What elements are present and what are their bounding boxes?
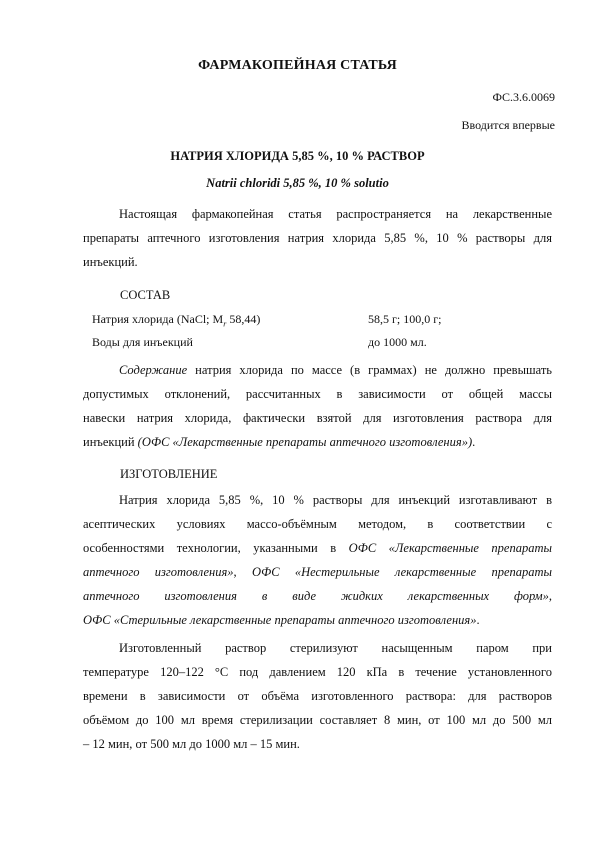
paragraph-line: Настоящая фармакопейная статья распространяется на лекарственные bbox=[119, 207, 552, 221]
paragraph-line: времени в зависимости от объёма изготовленного раствора: для растворов bbox=[83, 689, 552, 703]
ingredient-subscript: r bbox=[223, 319, 227, 329]
paragraph-line: Натрия хлорида 5,85 %, 10 % растворы для инъекций изготавливают в bbox=[119, 493, 552, 507]
manufacture-paragraph bbox=[83, 488, 552, 632]
ingredient-name: Воды для инъекций bbox=[92, 335, 193, 349]
reference-citation: аптечного изготовления в виде жидких лекарственных форм» bbox=[83, 589, 549, 603]
reference-citation: ОФС «Лекарственные препараты bbox=[348, 541, 552, 555]
paragraph-line: допустимых отклонений, рассчитанных в зависимости от общей массы bbox=[83, 387, 552, 401]
document-title: ФАРМАКОПЕЙНАЯ СТАТЬЯ bbox=[198, 58, 397, 73]
paragraph-text: , bbox=[233, 565, 252, 579]
paragraph-line bbox=[83, 584, 552, 608]
composition-amount: до 1000 мл. bbox=[368, 335, 427, 349]
paragraph-line: асептических условиях массо-объёмным методом, в соответствии с bbox=[83, 517, 552, 531]
paragraph-text: , bbox=[548, 589, 552, 603]
composition-amount: 58,5 г; 100,0 г; bbox=[368, 312, 442, 326]
reference-citation: аптечного изготовления» bbox=[83, 565, 234, 579]
reference-citation: (ОФС «Лекарственные препараты аптечного изготовления») bbox=[137, 435, 473, 449]
paragraph-line bbox=[83, 560, 552, 584]
paragraph-line bbox=[83, 536, 552, 560]
paragraph-line: объёмом до 100 мл время стерилизации составляет 8 мин, от 100 мл до 500 мл bbox=[83, 713, 552, 727]
composition-ingredient bbox=[92, 335, 193, 350]
introduction-note: Вводится впервые bbox=[461, 118, 555, 132]
sterilization-paragraph bbox=[83, 636, 552, 756]
composition-ingredient bbox=[92, 312, 260, 328]
paragraph-line: инъекций. bbox=[83, 255, 138, 269]
paragraph-text: натрия хлорида по массе (в граммах) не должно превышать bbox=[187, 363, 552, 377]
latin-name-heading: Natrii chloridi 5,85 %, 10 % solutio bbox=[206, 176, 389, 190]
content-term: Содержание bbox=[119, 363, 188, 377]
paragraph-line bbox=[83, 358, 552, 382]
reference-citation: ОФС «Стерильные лекарственные препараты аптечного изготовления» bbox=[83, 613, 477, 627]
paragraph-text: инъекций bbox=[83, 435, 138, 449]
paragraph-text: особенностями технологии, указанными в bbox=[83, 541, 349, 555]
paragraph-line bbox=[83, 608, 552, 632]
reference-citation: ОФС «Нестерильные лекарственные препараты bbox=[252, 565, 553, 579]
ingredient-name-tail: 58,44) bbox=[226, 312, 261, 326]
paragraph-line: навески натрия хлорида, фактически взятой для изготовления раствора для bbox=[83, 411, 552, 425]
manufacture-heading: ИЗГОТОВЛЕНИЕ bbox=[120, 467, 218, 481]
paragraph-line: препараты аптечного изготовления натрия хлорида 5,85 %, 10 % растворы для bbox=[83, 231, 552, 245]
paragraph-line: температуре 120–122 °С под давлением 120 кПа в течение установленного bbox=[83, 665, 552, 679]
drug-name-heading: НАТРИЯ ХЛОРИДА 5,85 %, 10 % РАСТВОР bbox=[170, 149, 425, 163]
paragraph-line: Изготовленный раствор стерилизуют насыщенным паром при bbox=[119, 641, 552, 655]
composition-heading: СОСТАВ bbox=[120, 288, 171, 302]
paragraph-text: . bbox=[476, 613, 480, 627]
monograph-code: ФС.3.6.0069 bbox=[492, 90, 555, 104]
content-paragraph bbox=[83, 358, 552, 454]
ingredient-name: Натрия хлорида (NaCl; M bbox=[92, 312, 224, 326]
paragraph-text: . bbox=[472, 435, 476, 449]
paragraph-line bbox=[83, 430, 552, 454]
paragraph-line: – 12 мин, от 500 мл до 1000 мл – 15 мин. bbox=[83, 737, 300, 751]
scope-paragraph bbox=[83, 202, 552, 274]
